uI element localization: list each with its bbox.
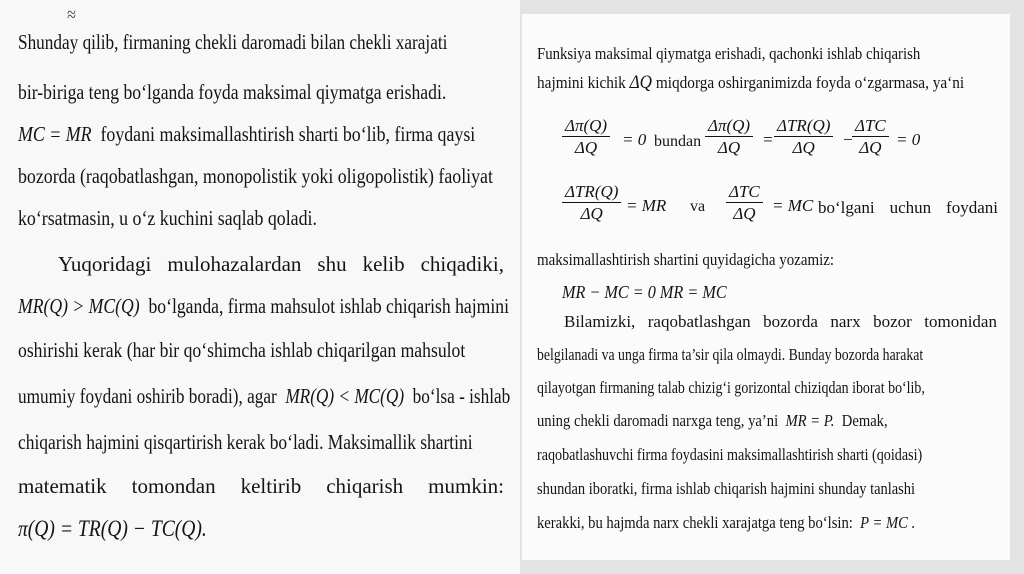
formula-p-mc: P = MC . bbox=[860, 513, 916, 532]
word: raqobatlashgan bbox=[647, 312, 751, 331]
text-line: shundan iboratki, firma ishlab chiqarish hajmini shunday tanlashi bbox=[537, 479, 916, 498]
equals-mc: = MC bbox=[772, 196, 814, 215]
text-fragment: bo‘lsa - ishlab bbox=[412, 384, 511, 408]
fraction-numerator: ΔTR(Q) bbox=[562, 182, 621, 203]
corner-mark: ≈ bbox=[67, 4, 76, 26]
fraction-dpi-dq bbox=[562, 116, 610, 157]
profit-equation: π(Q) = TR(Q) − TC(Q). bbox=[18, 516, 207, 541]
text-line: belgilanadi va unga firma ta’sir qila olmaydi. Bunday bozorda harakat bbox=[537, 345, 924, 364]
equation-mr-mc: MR − MC = 0 MR = MC bbox=[562, 282, 727, 302]
fraction-numerator: ΔTC bbox=[726, 182, 763, 203]
text-fragment: miqdorga oshirganimizda foyda o‘zgarmasa, ya‘ni bbox=[655, 73, 965, 92]
text-fragment: foydani maksimallashtirish sharti bo‘lib, firma qaysi bbox=[100, 122, 476, 146]
word-va: va bbox=[690, 198, 706, 215]
text-fragment: bo‘lganda, firma mahsulot ishlab chiqarish hajmini bbox=[148, 294, 510, 318]
fraction-numerator: Δπ(Q) bbox=[705, 116, 753, 137]
fraction-dtc-dq bbox=[852, 116, 889, 157]
text-line: ko‘rsatmasin, u o‘z kuchini saqlab qoladi. bbox=[18, 206, 317, 230]
word: keltirib bbox=[240, 474, 302, 498]
word: chiqarish bbox=[326, 474, 404, 498]
text-line: Funksiya maksimal qiymatga erishadi, qachonki ishlab chiqarish bbox=[537, 44, 921, 63]
fraction-denominator: ΔQ bbox=[859, 138, 882, 158]
text-fragment: umumiy foydani oshirib boradi), agar bbox=[18, 384, 277, 408]
equals-mr: = MR bbox=[626, 196, 667, 215]
fraction-dtr-dq-mr bbox=[562, 182, 621, 223]
fraction-denominator: ΔQ bbox=[580, 204, 603, 224]
text-line bbox=[537, 513, 915, 533]
formula-mc-mr: MC = MR bbox=[18, 122, 92, 146]
formula-mr-p: MR = P. bbox=[785, 411, 835, 430]
justified-line bbox=[58, 252, 504, 277]
word: foydani bbox=[946, 198, 998, 217]
text-fragment: uning chekli daromadi narxga teng, ya’ni bbox=[537, 411, 779, 430]
text-line: Shunday qilib, firmaning chekli daromadi bilan chekli xarajati bbox=[18, 30, 448, 54]
equals-sign: = bbox=[762, 130, 774, 149]
text-line: oshirishi kerak (har bir qo‘shimcha ishlab chiqarilgan mahsulot bbox=[18, 338, 466, 362]
text-line bbox=[537, 411, 888, 431]
word: bozorda bbox=[763, 312, 818, 331]
minus-sign: − bbox=[842, 130, 854, 149]
fraction-numerator: ΔTC bbox=[852, 116, 889, 137]
fraction-denominator: ΔQ bbox=[574, 138, 598, 158]
word: bo‘lgani bbox=[818, 198, 875, 217]
text-fragment: kerakki, bu hajmda narx chekli xarajatga teng bo‘lsin: bbox=[537, 513, 853, 532]
delta-q-symbol: ΔQ bbox=[629, 72, 653, 93]
word: Yuqoridagi bbox=[58, 252, 152, 276]
word: bozor bbox=[873, 312, 912, 331]
word: uchun bbox=[889, 198, 932, 217]
equals-zero: = 0 bbox=[622, 130, 647, 149]
text-fragment: hajmini kichik bbox=[537, 73, 626, 92]
fraction-denominator: ΔQ bbox=[792, 138, 815, 158]
justified-line bbox=[564, 312, 997, 332]
text-line: chiqarish hajmini qisqartirish kerak bo‘ladi. Maksimallik shartini bbox=[18, 430, 473, 454]
word: chiqadiki, bbox=[420, 252, 504, 276]
right-page bbox=[522, 14, 1010, 560]
text-line: maksimallashtirish shartini quyidagicha yozamiz: bbox=[537, 250, 835, 269]
inequality-mr-lt-mc: MR(Q) < MC(Q) bbox=[285, 384, 405, 408]
fraction-dtc-dq-mc bbox=[726, 182, 763, 223]
text-line: qilayotgan firmaning talab chizig‘i gorizontal chiziqdan iborat bo‘lib, bbox=[537, 378, 925, 397]
text-line bbox=[18, 294, 509, 319]
word: mumkin: bbox=[428, 474, 504, 498]
word: Bilamizki, bbox=[564, 312, 636, 331]
word: narx bbox=[830, 312, 861, 331]
text-line: bir-biriga teng bo‘lganda foyda maksimal qiymatga erishadi. bbox=[18, 80, 447, 104]
text-line: bozorda (raqobatlashgan, monopolistik yoki oligopolistik) faoliyat bbox=[18, 164, 493, 188]
fraction-numerator: ΔTR(Q) bbox=[774, 116, 833, 137]
word: mulohazalardan bbox=[167, 252, 302, 276]
text-fragment: Demak, bbox=[841, 411, 888, 430]
fraction-dpi-dq-2 bbox=[705, 116, 753, 157]
equals-zero: = 0 bbox=[896, 130, 921, 149]
fraction-denominator: ΔQ bbox=[733, 204, 756, 224]
word: matematik bbox=[18, 474, 107, 498]
inequality-mr-gt-mc: MR(Q) > MC(Q) bbox=[18, 294, 140, 318]
text-line bbox=[18, 384, 510, 409]
fraction-dtr-dq bbox=[774, 116, 833, 157]
fraction-denominator: ΔQ bbox=[717, 138, 741, 158]
text-line bbox=[18, 122, 475, 147]
word: tomondan bbox=[131, 474, 216, 498]
fraction-numerator: Δπ(Q) bbox=[562, 116, 610, 137]
word: shu bbox=[317, 252, 347, 276]
text-line: raqobatlashuvchi firma foydasini maksimallashtirish sharti (qoidasi) bbox=[537, 445, 923, 464]
justified-line bbox=[18, 474, 504, 499]
word-bundan: bundan bbox=[654, 133, 702, 150]
word: tomonidan bbox=[924, 312, 997, 331]
word: kelib bbox=[362, 252, 405, 276]
justified-line bbox=[818, 198, 998, 218]
text-line bbox=[537, 72, 964, 94]
